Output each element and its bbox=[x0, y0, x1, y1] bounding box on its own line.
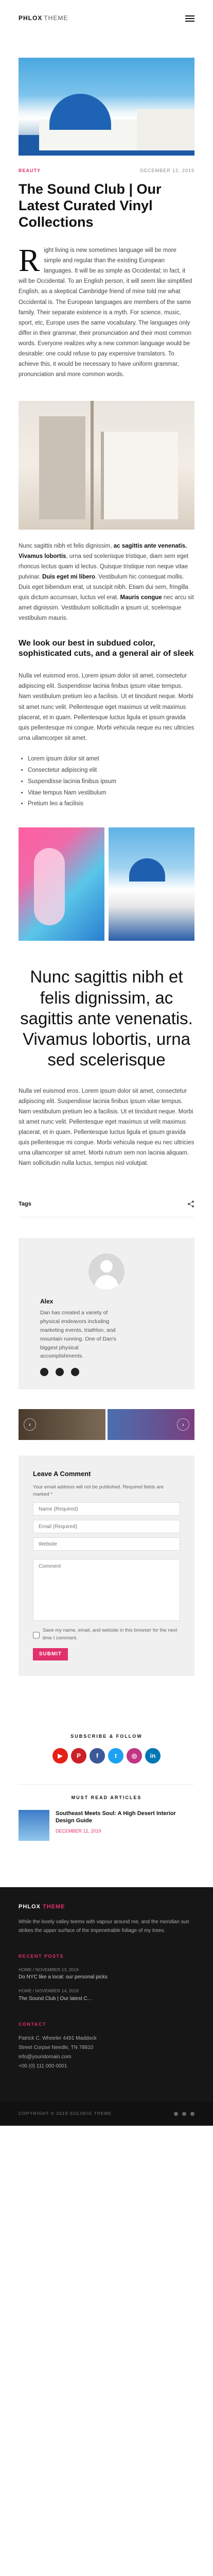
comment-form bbox=[19, 1455, 194, 1676]
list-item: • Lorem ipsum dolor sit amet bbox=[28, 754, 194, 765]
site-footer bbox=[0, 1887, 213, 2103]
must-read-thumbnail[interactable] bbox=[19, 1810, 49, 1841]
follow-heading: SUBSCRIBE & FOLLOW bbox=[70, 1733, 143, 1739]
recent-posts-heading: RECENT POSTS bbox=[19, 1954, 64, 1959]
list-item: • Suspendisse lacinia finibus ipsum bbox=[28, 776, 194, 788]
article-image bbox=[19, 401, 194, 530]
comment-note: Your email address will not be published. Required fields are marked * bbox=[33, 1484, 164, 1498]
footer-logo-main: PHLOX bbox=[19, 1903, 41, 1910]
email-field[interactable] bbox=[33, 1520, 180, 1533]
twitter-icon[interactable] bbox=[182, 2112, 186, 2116]
comment-heading: Leave A Comment bbox=[33, 1470, 91, 1478]
footer-logo[interactable] bbox=[19, 1903, 194, 1912]
facebook-icon[interactable]: f bbox=[90, 1748, 105, 1764]
site-header bbox=[0, 0, 213, 37]
logo-sub-text: THEME bbox=[44, 14, 68, 22]
post-title: The Sound Club | Our Latest Curated Vinyl Collections bbox=[19, 181, 162, 230]
post-meta bbox=[19, 167, 194, 174]
author-social-links bbox=[40, 1368, 179, 1376]
follow-icons bbox=[0, 1748, 213, 1764]
para1-text-b: , urna sed scelerisque tristique, diam sem eget rhoncus lectus quam id lectus. Quisque tristique non neque vitae pulvinar. bbox=[19, 553, 189, 580]
recent-post[interactable] bbox=[19, 1967, 194, 1982]
twitter-icon[interactable]: t bbox=[108, 1748, 123, 1764]
instagram-icon[interactable]: ◎ bbox=[127, 1748, 142, 1764]
post-list bbox=[28, 754, 194, 810]
instagram-icon[interactable] bbox=[190, 2112, 194, 2116]
twitter-icon[interactable] bbox=[56, 1368, 64, 1376]
tags-row bbox=[19, 1200, 194, 1218]
website-field[interactable] bbox=[33, 1537, 180, 1551]
must-read-item bbox=[19, 1810, 194, 1841]
contact-heading: CONTACT bbox=[19, 2021, 46, 2027]
must-read-heading: MUST READ ARTICLES bbox=[71, 1795, 142, 1801]
linkedin-icon[interactable]: in bbox=[145, 1748, 161, 1764]
footer-social-icons bbox=[174, 2112, 194, 2116]
post-date: DECEMBER 12, 2019 bbox=[140, 168, 194, 173]
submit-button[interactable]: SUBMIT bbox=[33, 1648, 68, 1660]
list-item: • Consectetur adipiscing elit bbox=[28, 765, 194, 776]
recent-post[interactable] bbox=[19, 1988, 194, 2003]
consent-row bbox=[33, 1627, 180, 1642]
recent-post-meta: HOME / NOVEMBER 14, 2019 bbox=[19, 1988, 79, 1994]
contact-address-2: Street Corpse Needle, TN 78810 bbox=[19, 2045, 94, 2051]
previous-post-link[interactable] bbox=[19, 1409, 105, 1440]
author-name[interactable]: Alex bbox=[40, 1298, 54, 1306]
name-field[interactable] bbox=[33, 1502, 180, 1516]
list-item: • Pretium leo a facilisis bbox=[28, 799, 194, 810]
site-logo[interactable] bbox=[19, 13, 68, 23]
copyright-bar bbox=[0, 2102, 213, 2126]
logo-main-text: PHLOX bbox=[19, 14, 43, 22]
chevron-right-icon: › bbox=[177, 1418, 189, 1431]
featured-image bbox=[19, 58, 194, 156]
recent-post-meta: HOME / NOVEMBER 13, 2019 bbox=[19, 1967, 79, 1972]
para1-text-a: Nunc sagittis nibh et felis dignissim, bbox=[19, 543, 114, 549]
chevron-left-icon: ‹ bbox=[24, 1418, 36, 1431]
post-paragraph-1 bbox=[19, 541, 194, 624]
next-post-link[interactable] bbox=[108, 1409, 194, 1440]
instagram-icon[interactable] bbox=[71, 1368, 79, 1376]
para1-text-d: nec arcu sit amet dignissim. Vestibulum sollicitudin a ipsum ut, scelerisque vestibulum mauris. bbox=[19, 595, 194, 622]
must-read-date: DECEMBER 12, 2019 bbox=[56, 1828, 101, 1834]
post-category[interactable]: BEAUTY bbox=[19, 168, 41, 173]
recent-post-title: The Sound Club | Our latest C... bbox=[19, 1995, 92, 2002]
consent-checkbox[interactable] bbox=[33, 1629, 40, 1642]
gallery-image[interactable] bbox=[109, 827, 194, 941]
contact-address: Patrick C. Wheeler 4491 Maddock bbox=[19, 2036, 97, 2042]
recent-post-title: Do NYC like a local: our personal picks bbox=[19, 1974, 108, 1980]
author-bio: Dan has created a variety of physical endeavors including marketing events, triathlon, and mountain running. One of Dan's biggest physical accomplishments. bbox=[40, 1310, 116, 1360]
drop-cap: R bbox=[19, 243, 40, 278]
author-avatar bbox=[88, 1253, 125, 1290]
menu-icon[interactable] bbox=[185, 15, 194, 22]
contact-info bbox=[19, 2034, 194, 2071]
image-gallery bbox=[19, 827, 194, 941]
list-item: • Vitae tempus Nam vestibulum bbox=[28, 788, 194, 799]
contact-email[interactable]: info@youridomain.com bbox=[19, 2054, 72, 2060]
youtube-icon[interactable]: ▶ bbox=[52, 1748, 68, 1764]
author-box bbox=[19, 1238, 194, 1389]
footer-logo-sub: THEME bbox=[42, 1903, 65, 1910]
tags-label: Tags bbox=[19, 1200, 31, 1207]
footer-about: While the lovely valley teems with vapour around me, and the meridian sun strikes the upper surface of the impenetrable foliage of my trees. bbox=[19, 1919, 189, 1934]
contact-phone[interactable]: +00 (0) 111 000 0001 bbox=[19, 2063, 67, 2070]
post-lead-paragraph bbox=[19, 245, 194, 380]
post-paragraph-3: Nulla vel euismod eros. Lorem ipsum dolor sit amet, consectetur adipiscing elit. Suspendisse lacinia finibus ipsum vitae tempus. Nam vestibulum pretium leo a facilisis. Ut et tincidunt neque. Morbi sit amet nunc velit. Pellentesque eget maximus ut velit maximus placerat, et in quam. Pellentesque luctus ligula et ipsum gravida quis pellentesque mi congue. Morbi vehicula neque eu nec ultricies urna ullamcorper sit amet. Morbi rutrum sem non lacinia aliquam. Nam sollicitudin nulla luctus, tempus nisl volutpat. bbox=[19, 1088, 194, 1167]
share-icon[interactable] bbox=[187, 1200, 194, 1208]
facebook-icon[interactable] bbox=[40, 1368, 48, 1376]
inline-link-2[interactable]: Duis eget mi libero bbox=[42, 573, 95, 580]
copyright-text: COPYRIGHT © 2019 SOLVEIG THEME bbox=[19, 2111, 112, 2116]
inline-link-1[interactable]: ac sagittis ante venenatis. Vivamus lobortis bbox=[19, 543, 187, 560]
must-read-title[interactable]: Southeast Meets Soul: A High Desert Interior Design Guide bbox=[56, 1810, 176, 1824]
post-subheading: We look our best in subdued color, sophisticated cuts, and a general air of sleek bbox=[19, 638, 194, 658]
pinterest-icon[interactable]: P bbox=[71, 1748, 86, 1764]
para1-text-c: . Vestibulum hic consequat mollis. Duis eget bibendum erat, ut suscipit nibh. Etiam dui sem, fringilla quis dictum accumsan, luctus vel erat. bbox=[19, 573, 188, 601]
subscribe-follow bbox=[0, 1733, 213, 1764]
gallery-image[interactable] bbox=[19, 827, 104, 941]
pull-quote: Nunc sagittis nibh et felis dignissim, ac sagittis ante venenatis. Vivamus lobortis, urna sed scelerisque bbox=[20, 967, 193, 1070]
lead-text: ight living is new sometimes language will be more simple and regular than the existing European languages. It will be as simple as Occidental; in fact, it will be Occidental. To an English person, it will seem like simplified English, as a skeptical Cambridge friend of mine told me what Occidental is. The European languages are members of the same family. Their separate existence is a myth. For science, music, sport, etc, Europe uses the same vocabulary. The languages only differ in their grammar, their pronunciation and their most common words. Everyone realizes why a new common language would be desirable: one could refuse to pay expensive translators. To achieve this, it would be necessary to have uniform grammar, pronunciation and more common words. bbox=[19, 247, 192, 378]
comment-textarea[interactable] bbox=[33, 1559, 180, 1621]
post-paragraph-2: Nulla vel euismod eros. Lorem ipsum dolor sit amet, consectetur adipiscing elit. Suspendisse lacinia finibus ipsum vitae tempus. Nam vestibulum pretium leo a facilisis. Ut et tincidunt neque. Morbi sit amet nunc velit. Pellentesque eget maximus ut velit maximus placerat, et in quam. Pellentesque luctus ligula et ipsum gravida quis pellentesque mi congue. Morbi vehicula neque eu nec ultricies urna ullamcorper sit amet. bbox=[19, 673, 194, 741]
must-read-section bbox=[19, 1784, 194, 1840]
inline-link-3[interactable]: Mauris congue bbox=[120, 595, 162, 601]
post-navigation bbox=[19, 1409, 194, 1440]
facebook-icon[interactable] bbox=[174, 2112, 178, 2116]
consent-label: Save my name, email, and website in this browser for the next time I comment. bbox=[43, 1628, 177, 1641]
